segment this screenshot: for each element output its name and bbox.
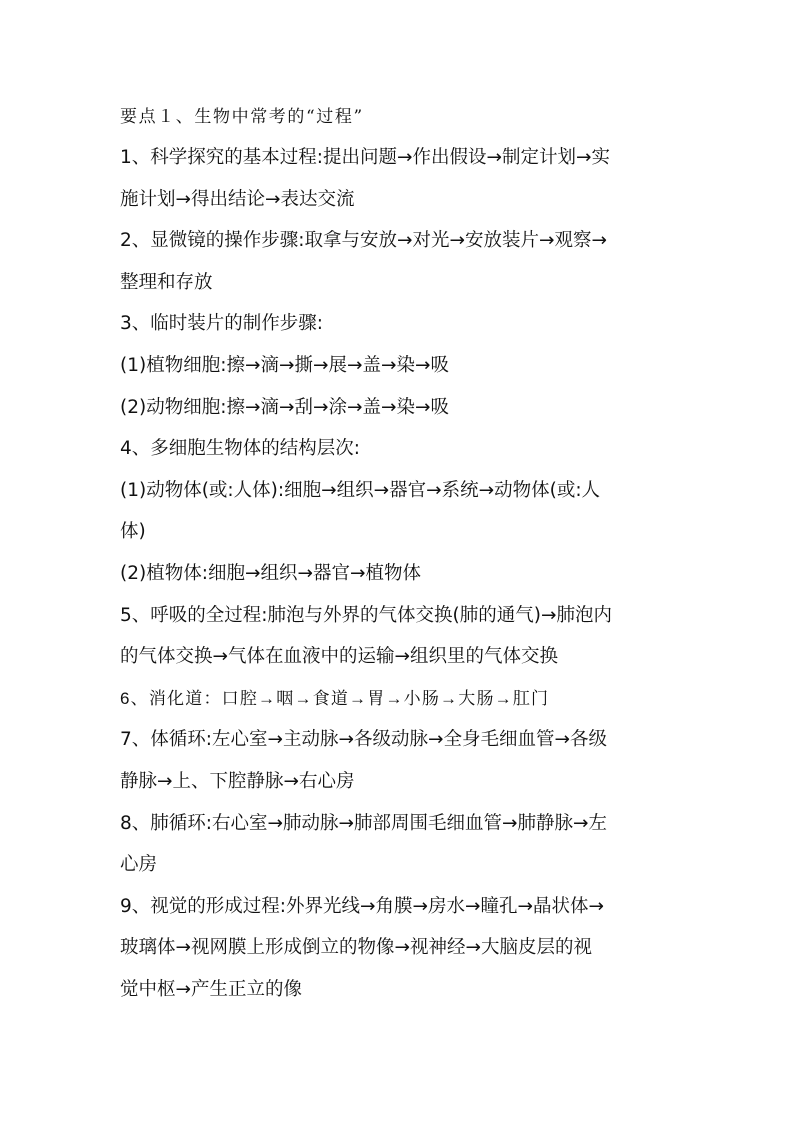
text-line: 3、临时装片的制作步骤: bbox=[120, 313, 324, 335]
text-line: (1)植物细胞:擦→滴→撕→展→盖→染→吸 bbox=[120, 354, 449, 376]
text-line: 心房 bbox=[120, 854, 158, 876]
text-line: 施计划→得出结论→表达交流 bbox=[120, 188, 355, 210]
document-title: 要点１、生物中常考的“过程” bbox=[120, 107, 364, 127]
text-line: 的气体交换→气体在血液中的运输→组织里的气体交换 bbox=[120, 646, 559, 668]
text-line: 4、多细胞生物体的结构层次: bbox=[120, 438, 361, 460]
text-line: 6、消化道：口腔→咽→食道→胃→小肠→大肠→肛门 bbox=[120, 688, 550, 708]
text-line: (2)动物细胞:擦→滴→刮→涂→盖→染→吸 bbox=[120, 396, 449, 418]
text-line: 静脉→上、下腔静脉→右心房 bbox=[120, 770, 355, 792]
text-line: 2、显微镜的操作步骤:取拿与安放→对光→安放装片→观察→ bbox=[120, 230, 608, 252]
text-line: 体) bbox=[120, 521, 146, 543]
text-line: 7、体循环:左心室→主动脉→各级动脉→全身毛细血管→各级 bbox=[120, 729, 608, 751]
text-line: 觉中枢→产生正立的像 bbox=[120, 978, 303, 1000]
text-line: 玻璃体→视网膜上形成倒立的物像→视神经→大脑皮层的视 bbox=[120, 937, 593, 959]
text-line: 8、肺循环:右心室→肺动脉→肺部周围毛细血管→肺静脉→左 bbox=[120, 812, 608, 834]
text-line: 9、视觉的形成过程:外界光线→角膜→房水→瞳孔→晶状体→ bbox=[120, 895, 605, 917]
text-line: 整理和存放 bbox=[120, 271, 213, 293]
text-line: 5、呼吸的全过程:肺泡与外界的气体交换(肺的通气)→肺泡内 bbox=[120, 604, 612, 626]
text-line: (2)植物体:细胞→组织→器官→植物体 bbox=[120, 562, 421, 584]
text-line: 1、科学探究的基本过程:提出问题→作出假设→制定计划→实 bbox=[120, 147, 611, 168]
text-line: (1)动物体(或:人体):细胞→组织→器官→系统→动物体(或:人 bbox=[120, 479, 601, 501]
document-content bbox=[120, 98, 676, 1010]
